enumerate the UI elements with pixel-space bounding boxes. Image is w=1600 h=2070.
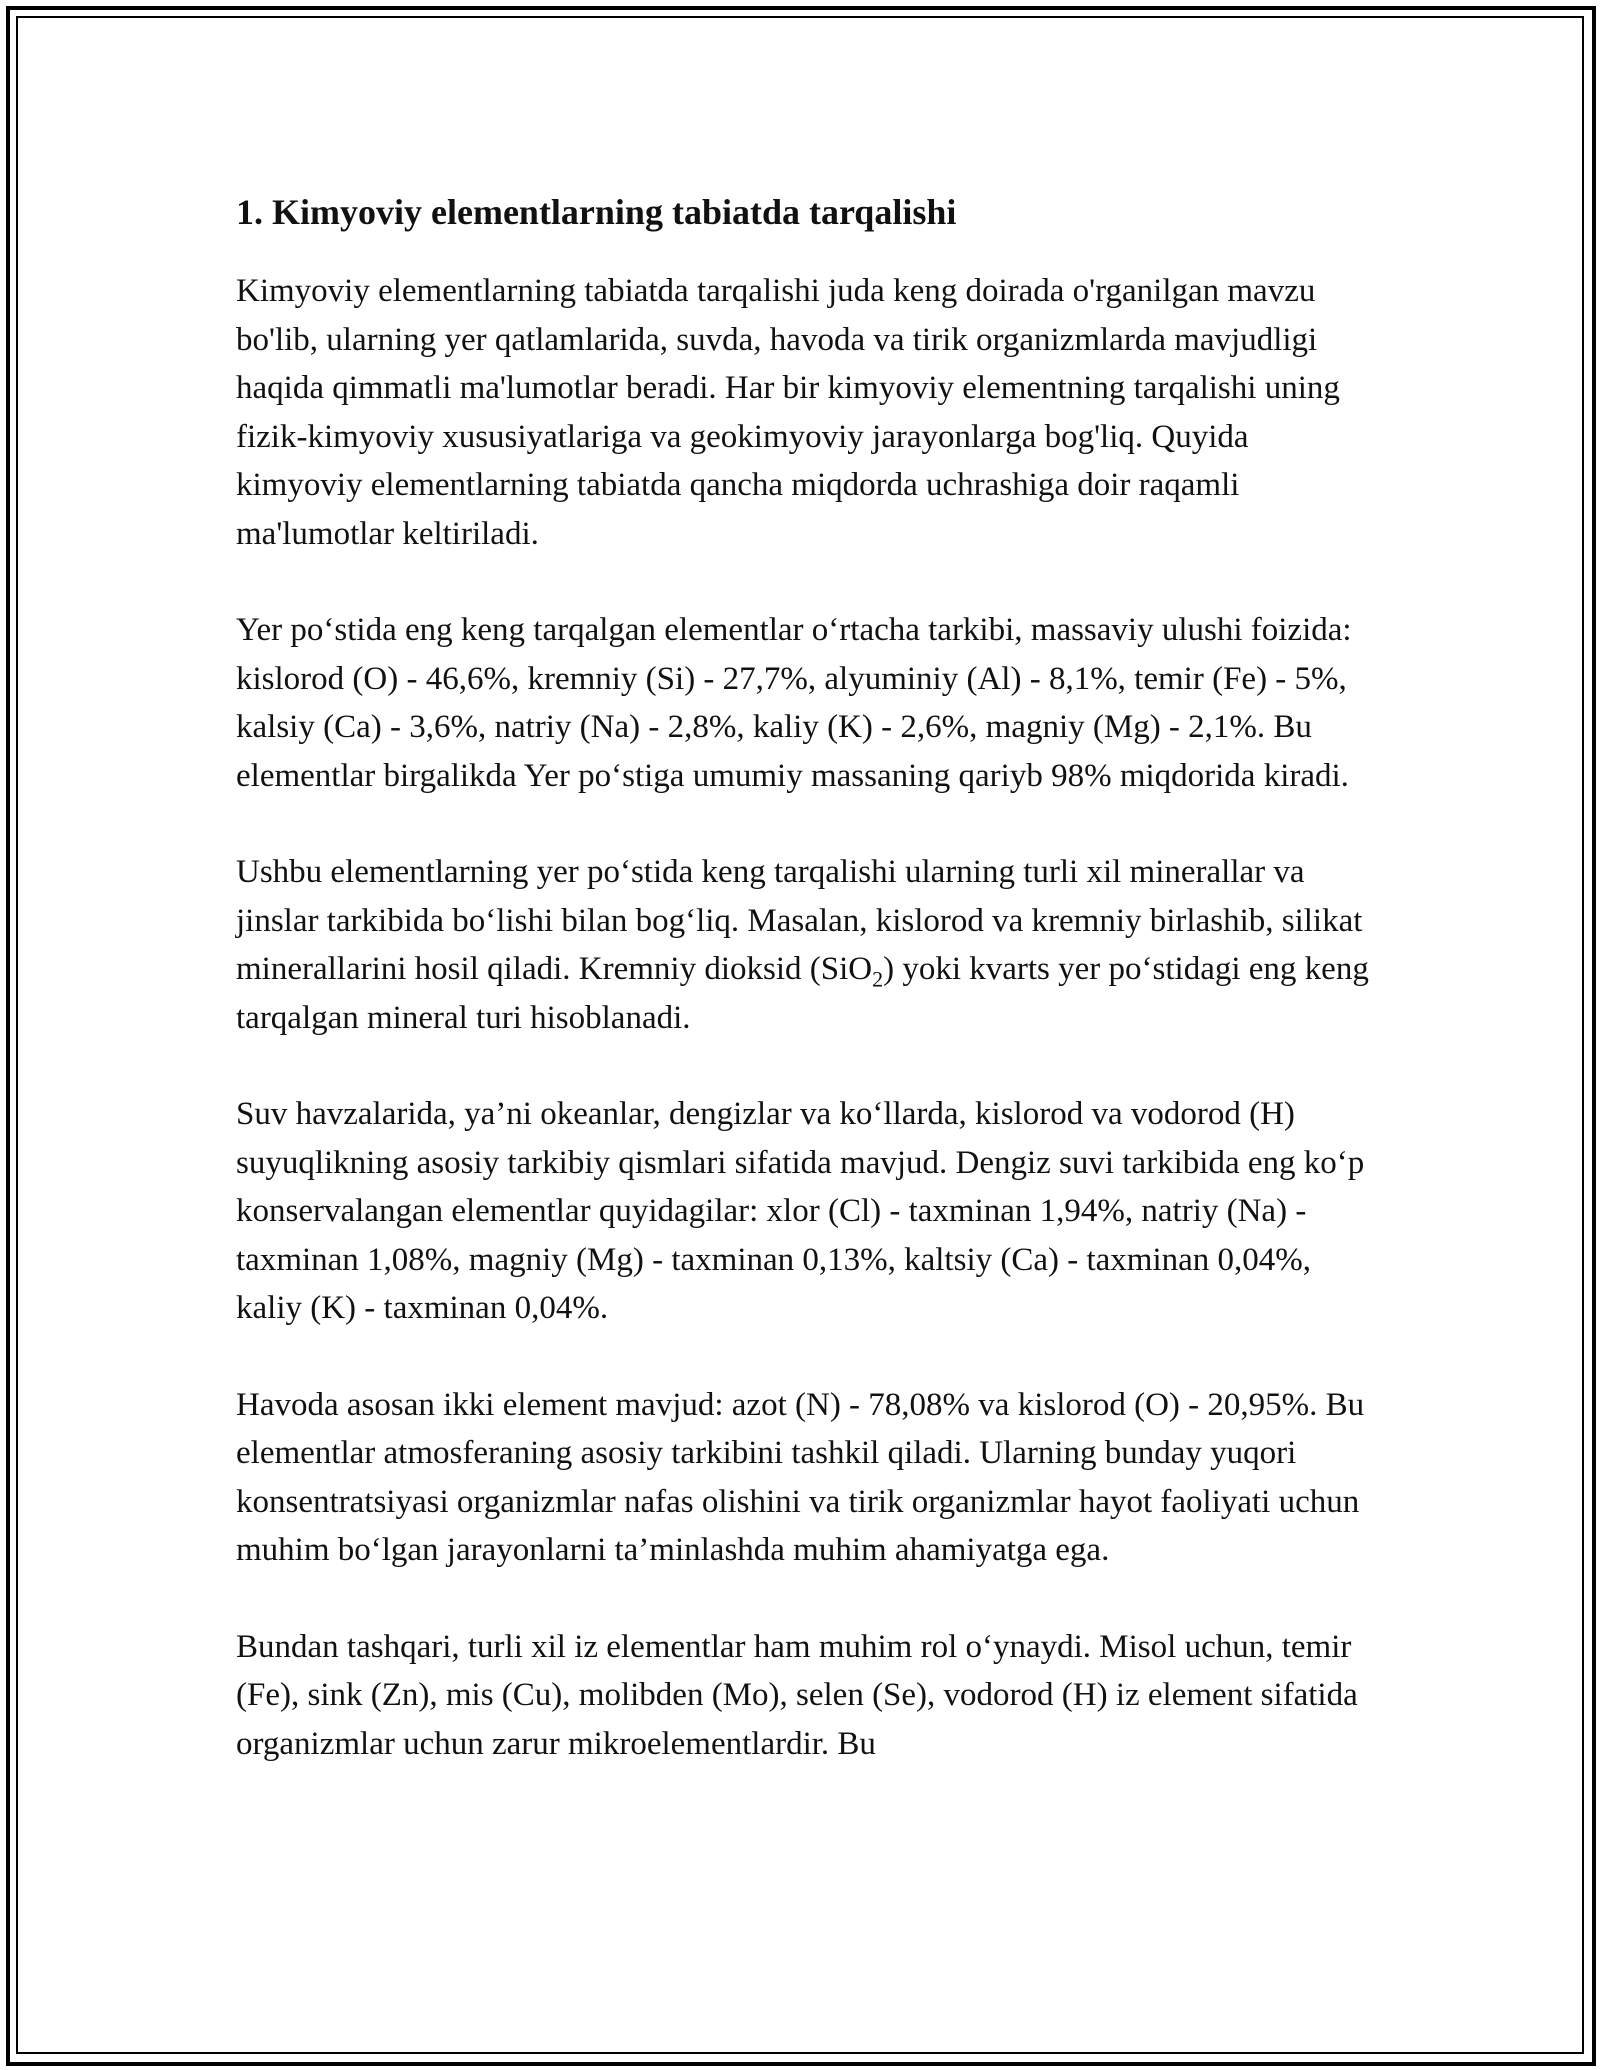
paragraph-intro: Kimyoviy elementlarning tabiatda tarqalishi juda keng doirada o'rganilgan mavzu bo'lib, ularning yer qatlamlarida, suvda, havoda va tirik organizmlarda mavjudligi haqida qimmatli ma'lumotlar beradi. Har bir kimyoviy elementning tarqalishi uning fizik-kimyoviy xususiyatlariga va geokimyoviy jarayonlarga bog'liq. Quyida kimyoviy elementlarning tabiatda qancha miqdorda uchrashiga doir raqamli ma'lumotlar keltiriladi. [236, 273, 1340, 552]
subscript-two: 2 [872, 966, 884, 992]
paragraph-water-bodies: Suv havzalarida, ya’ni okeanlar, dengizlar va ko‘llarda, kislorod va vodorod (H) suyuqlikning asosiy tarkibiy qismlari sifatida mavjud. Dengiz suvi tarkibida eng ko‘p konservalangan elementlar quyidagilar: xlor (Cl) - taxminan 1,94%, natriy (Na) - taxminan 1,08%, magniy (Mg) - taxminan 0,13%, kaltsiy (Ca) - taxminan 0,04%, kaliy (K) - taxminan 0,04%. [236, 1096, 1365, 1326]
paragraph-air: Havoda asosan ikki element mavjud: azot (N) - 78,08% va kislorod (O) - 20,95%. Bu elementlar atmosferaning asosiy tarkibini tashkil qiladi. Ularning bunday yuqori konsentratsiyasi organizmlar nafas olishini va tirik organizmlar hayot faoliyati uchun muhim bo‘lgan jarayonlarni ta’minlashda muhim ahamiyatga ega. [236, 1386, 1365, 1568]
section-heading: 1. Kimyoviy elementlarning tabiatda tarqalishi [236, 192, 957, 232]
paragraph-trace-elements: Bundan tashqari, turli xil iz elementlar ham muhim rol o‘ynaydi. Misol uchun, temir (Fe), sink (Zn), mis (Cu), molibden (Mo), selen (Se), vodorod (H) iz element sifatida organizmlar uchun zarur mikroelementlardir. Bu [236, 1628, 1358, 1762]
document-body [236, 185, 1376, 1816]
paragraph-minerals [236, 848, 1376, 1042]
paragraph-minerals-text-before: Ushbu elementlarning yer po‘stida keng tarqalishi ularning turli xil minerallar va jinslar tarkibida bo‘lishi bilan bog‘liq. Masalan, kislorod va kremniy birlashib, silikat minerallarini hosil qiladi. Kremniy dioksid (SiO [236, 854, 1363, 987]
paragraph-minerals-text-after: ) yoki kvarts yer po‘stidagi eng keng tarqalgan mineral turi hisoblanadi. [236, 951, 1369, 1036]
paragraph-earth-crust: Yer po‘stida eng keng tarqalgan elementlar o‘rtacha tarkibi, massaviy ulushi foizida: kislorod (O) - 46,6%, kremniy (Si) - 27,7%, alyuminiy (Al) - 8,1%, temir (Fe) - 5%, kalsiy (Ca) - 3,6%, natriy (Na) - 2,8%, kaliy (K) - 2,6%, magniy (Mg) - 2,1%. Bu elementlar birgalikda Yer po‘stiga umumiy massaning qariyb 98% miqdorida kiradi. [236, 612, 1352, 794]
